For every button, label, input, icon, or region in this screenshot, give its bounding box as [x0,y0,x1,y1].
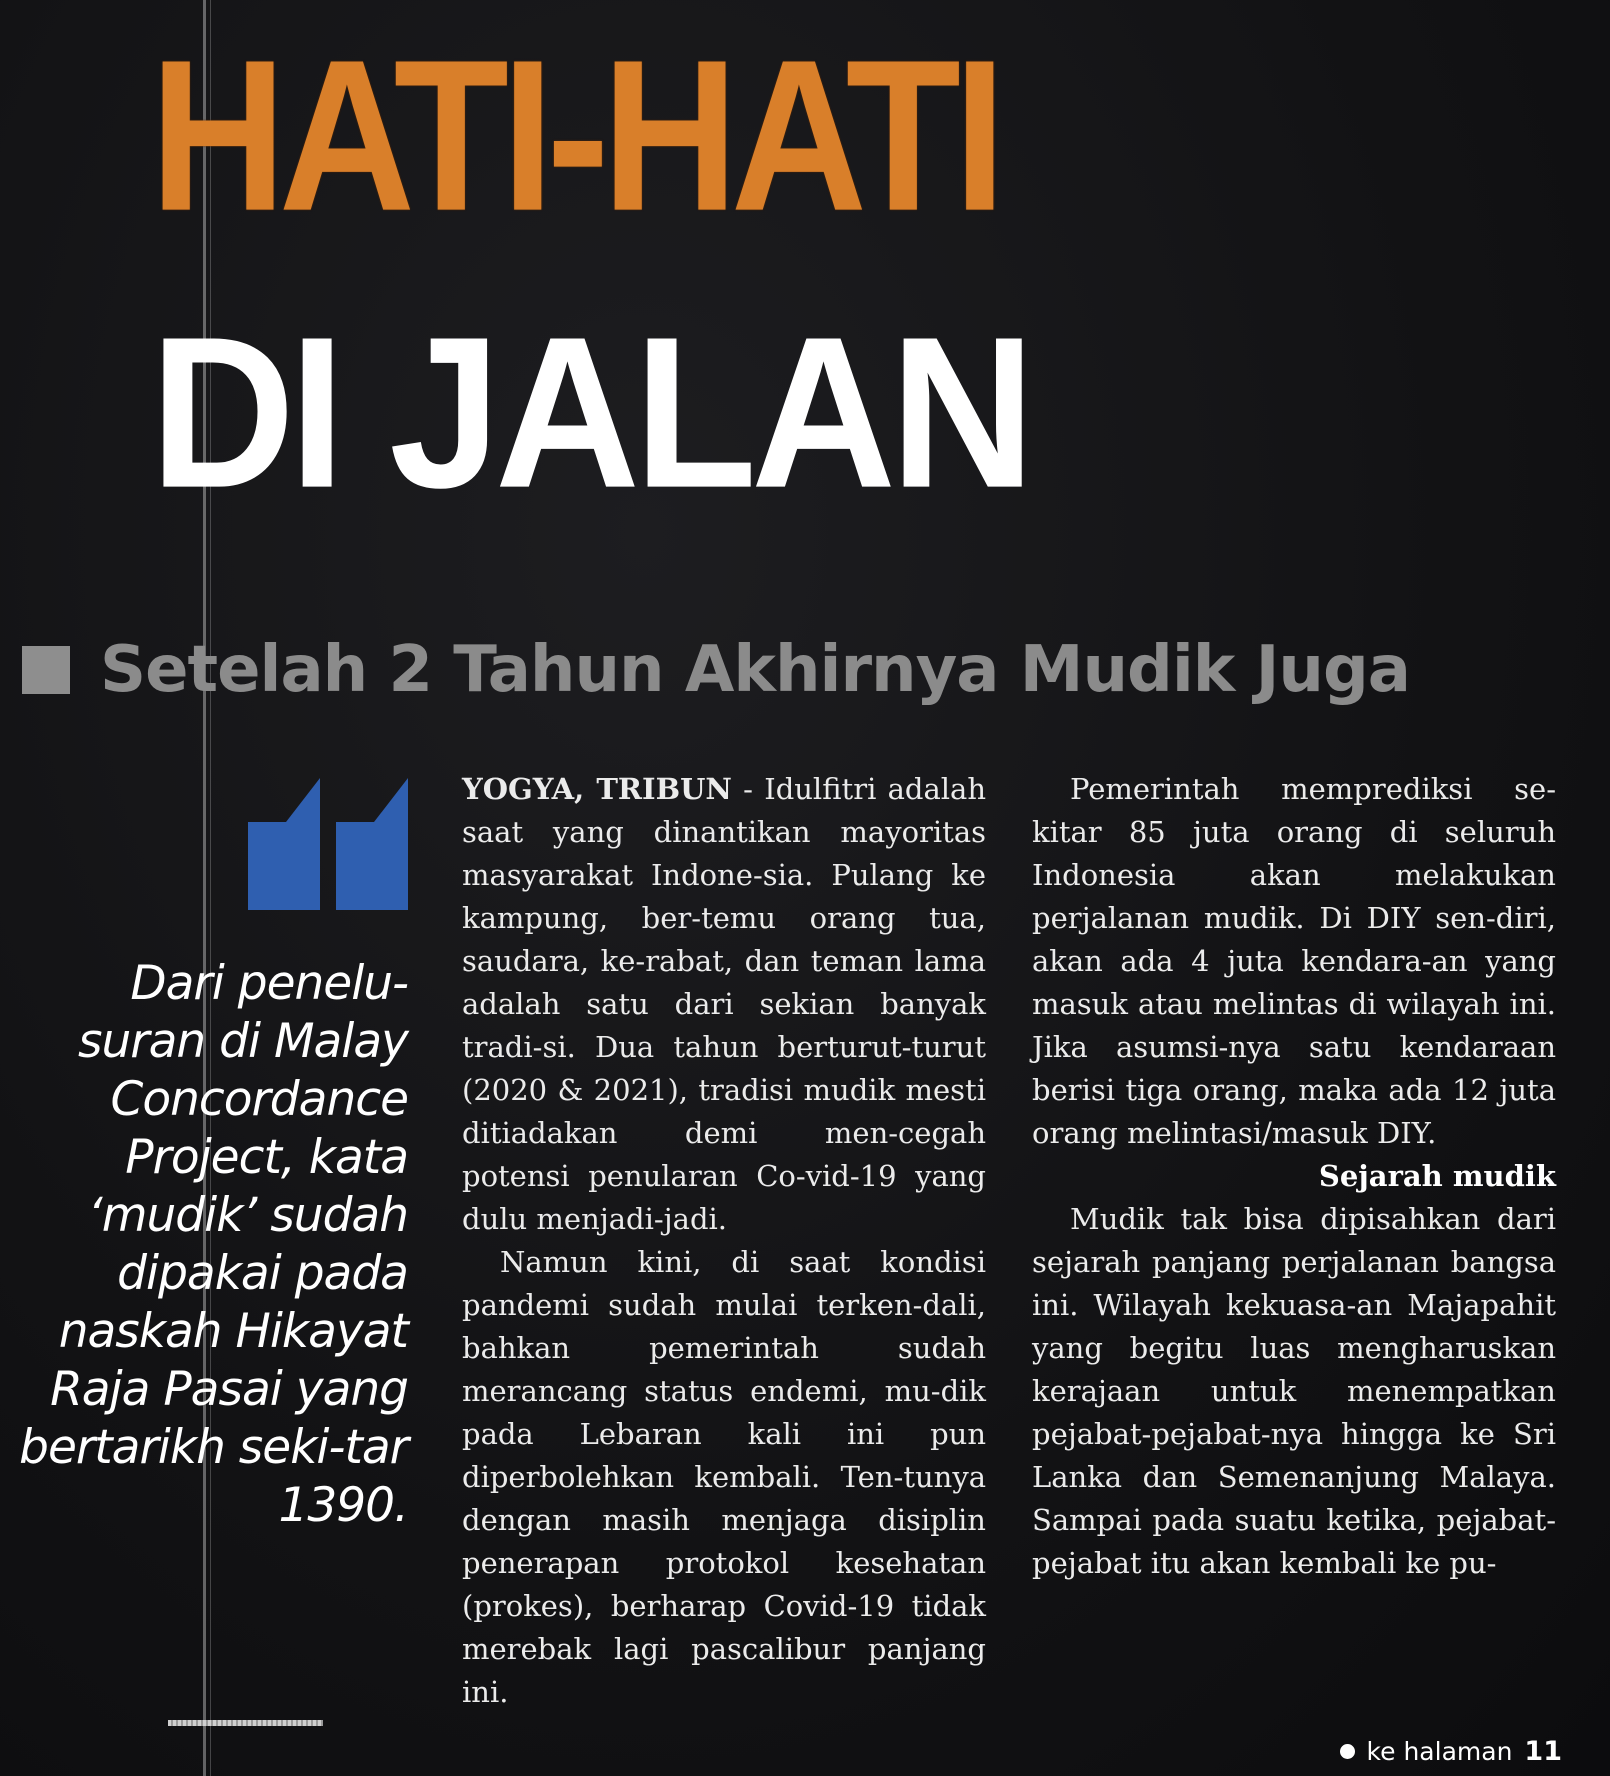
article-paragraph [462,768,986,1241]
quote-mark-icon [248,778,408,918]
article-column-1 [462,768,986,1714]
article-column-2 [1032,768,1556,1585]
article-paragraph: Namun kini, di saat kondisi pandemi sudah mulai terken-dali, bahkan pemerintah sudah merancang status endemi, mu-dik pada Lebaran kali ini pun diperbolehkan kembali. Ten-tunya dengan masih menjaga disiplin penerapan protokol kesehatan (prokes), berharap Covid-19 tidak merebak lagi pascalibur panjang ini. [462,1245,986,1709]
subheadline-text: Setelah 2 Tahun Akhirnya Mudik Juga [100,632,1410,707]
continuation-label: ke halaman [1366,1737,1513,1766]
continuation-page-number: 11 [1524,1736,1562,1767]
article-paragraph: Pemerintah memprediksi se-kitar 85 juta orang di seluruh Indonesia akan melakukan perjalanan mudik. Di DIY sen-diri, akan ada 4 juta kendara-an yang masuk atau melintas di wilayah ini. Jika asumsi-nya satu kendaraan berisi tiga orang, maka ada 12 juta orang melintasi/masuk DIY. [1032,772,1556,1150]
headline-line-2: DI JALAN [150,292,1030,533]
section-subheading: Sejarah mudik [1318,1159,1556,1193]
subheadline [22,632,1410,707]
pull-quote: Dari penelu-suran di Malay Concordance Project, kata ‘mudik’ sudah dipakai pada naskah Hikayat Raja Pasai yang bertarikh seki-tar 1390. [19,956,408,1533]
square-bullet-icon [22,646,70,694]
bullet-dot-icon [1340,1744,1355,1759]
dateline: YOGYA, TRIBUN [462,772,732,806]
pull-quote-divider [168,1720,323,1726]
paragraph-text: - Idulfitri adalah saat yang dinantikan mayoritas masyarakat Indone-sia. Pulang ke kampung, ber-temu orang tua, saudara, ke-rabat, dan teman lama adalah satu dari sekian banyak tradi-si. Dua tahun berturut-turut (2020 & 2021), tradisi mudik mesti ditiadakan demi men-cegah potensi penularan Co-vid-19 yang dulu menjadi-jadi. [462,772,986,1236]
headline-line-1: HATI-HATI [150,15,999,256]
article-paragraph: Mudik tak bisa dipisahkan dari sejarah panjang perjalanan bangsa ini. Wilayah kekuasa-an Majapahit yang begitu luas mengharuskan kerajaan untuk menempatkan pejabat-pejabat-nya hingga ke Sri Lanka dan Semenanjung Malaya. Sampai pada suatu ketika, pejabat-pejabat itu akan kembali ke pu- [1032,1202,1556,1580]
continuation-link[interactable] [1340,1736,1562,1767]
